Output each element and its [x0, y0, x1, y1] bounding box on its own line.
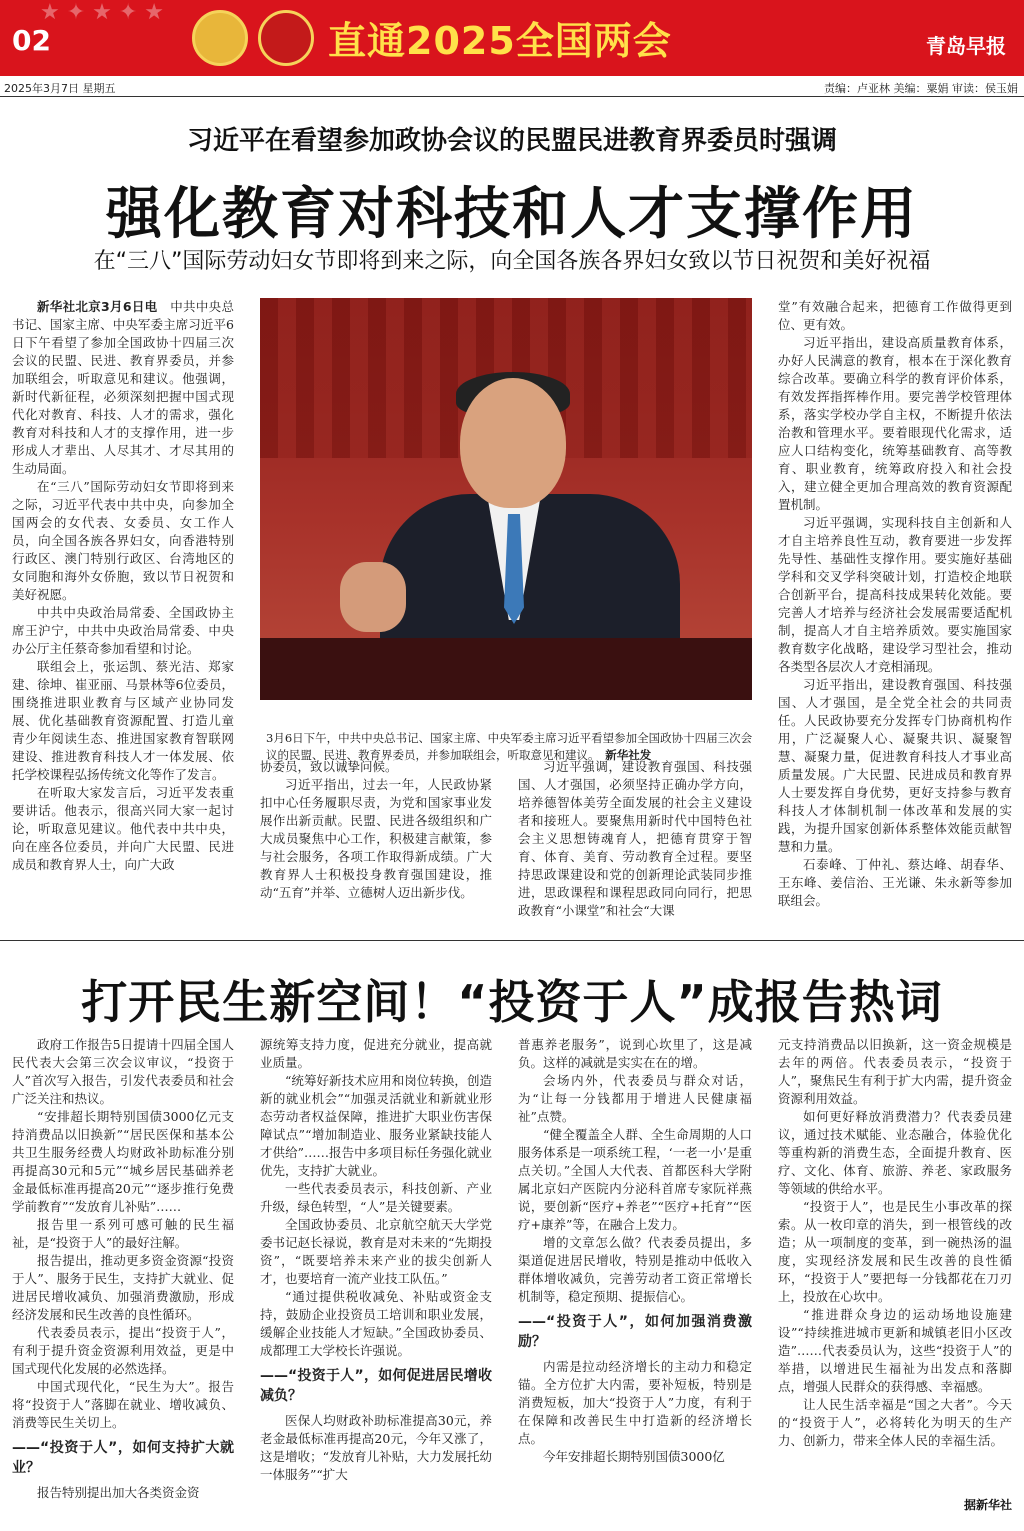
- banner-title: 直通2025全国两会: [328, 19, 672, 63]
- article1-column-1: [12, 298, 234, 918]
- paragraph: “安排超长期特别国债3000亿元支持消费品以旧换新”“居民医保和基本公共卫生服务经费人均财政补助标准分别再提高30元和5元”“城乡居民基础养老金最低标准再提高20元”“逐步推行免费学前教育”“发放育儿补贴”……: [12, 1109, 234, 1214]
- paragraph: 协委员，致以诚挚问候。: [260, 759, 398, 774]
- paragraph: 一些代表委员表示，科技创新、产业升级，绿色转型，“人”是关键要素。: [260, 1181, 492, 1214]
- paragraph: 全国政协委员、北京航空航天大学党委书记赵长禄说，教育是对未来的“先期投资”，“既要培养未来产业的拔尖创新人才，也要培育一流产业技工队伍。”: [260, 1217, 492, 1286]
- paragraph: 增的文章怎么做？代表委员提出，多渠道促进居民增收，特别是推动中低收入群体增收减负，完善劳动者工资正常增长机制等，稳定预期、提振信心。: [518, 1235, 752, 1304]
- paragraph: 石泰峰、丁仲礼、蔡达峰、胡春华、王东峰、姜信治、王光谦、朱永新等参加联组会。: [778, 857, 1012, 908]
- caption-text: 3月6日下午，中共中央总书记、国家主席、中央军委主席习近平看望参加全国政协十四届三次会议的民盟、民进、教育界委员，并参加联组会，听取意见和建议。: [266, 731, 753, 762]
- paragraph: 今年安排超长期特别国债3000亿: [543, 1449, 725, 1464]
- issue-date: 2025年3月7日 星期五: [4, 82, 116, 95]
- header-divider: [0, 96, 1024, 97]
- paragraph: 习近平强调，实现科技自主创新和人才自主培养良性互动，教育要进一步发挥先导性、基础性支撑作用。要实施好基础学科和交叉学科突破计划，打造校企地联合创新平台，提高科技成果转化效能。要完善人才培养与经济社会发展需要适配机制，提高人才自主培养质效。要实施国家教育数字化战略，建设学习型社会，推动各类型各层次人才竞相涌现。: [778, 515, 1012, 674]
- article2-column-1: [12, 1036, 234, 1516]
- paragraph: 元支持消费品以旧换新，这一资金规模是去年的两倍。代表委员表示，“投资于人”，聚焦民生有利于扩大内需，提升资金资源利用效益。: [778, 1037, 1012, 1106]
- paragraph: 普惠养老服务”，说到心坎里了，这是减负。这样的减就是实实在在的增。: [518, 1037, 752, 1070]
- paragraph: 政府工作报告5日提请十四届全国人民代表大会第三次会议审议，“投资于人”首次写入报告，引发代表委员和社会广泛关注和热议。: [12, 1037, 234, 1106]
- paragraph: 中国式现代化，“民生为大”。报告将“投资于人”落脚在就业、增收减负、消费等民生关切上。: [12, 1379, 234, 1430]
- section-divider: [0, 940, 1024, 941]
- newspaper-logo: 青岛早报: [926, 34, 1006, 58]
- source-credit: 据新华社: [963, 1498, 1012, 1512]
- paragraph: 医保人均财政补助标准提高30元，养老金最低标准再提高20元，今年又涨了，这是增收；“发放育儿补贴，大力发展托幼一体服务”“扩大: [260, 1413, 492, 1482]
- article1-subhead: 在“三八”国际劳动妇女节即将到来之际，向全国各族各界妇女致以节日祝贺和美好祝福: [93, 249, 931, 274]
- article1-kicker: 习近平在看望参加政协会议的民盟民进教育界委员时强调: [186, 126, 837, 156]
- paragraph: “投资于人”，也是民生小事改革的探索。从一枚印章的消失，到一根管线的改造；从一项制度的变革，到一碗热汤的温度，实现经济发展和民生改善的良性循环，“投资于人”要把每一分钱都花在刀刃上，投放在心坎中。: [778, 1199, 1012, 1304]
- article2-column-4: [778, 1036, 1012, 1492]
- paragraph: 堂”有效融合起来，把德育工作做得更到位、更有效。: [778, 299, 1012, 332]
- paragraph: “健全覆盖全人群、全生命周期的人口服务体系是一项系统工程，‘一老一小’是重点关切。”全国人大代表、首都医科大学附属北京妇产医院内分泌科首席专家阮祥燕说，要创新“医疗+养老”“医疗+托育”“医疗+康养”等，在融合上发力。: [518, 1127, 752, 1232]
- caption-credit: 新华社发: [605, 748, 652, 762]
- paragraph: 中共中央总书记、国家主席、中央军委主席习近平6日下午看望了参加全国政协十四届三次会议的民盟、民进、教育界委员，并参加联组会，听取意见和建议。他强调，新时代新征程，必须深刻把握中国式现代化对教育、科技、人才的需求，强化教育对科技和人才的支撑作用，进一步形成人才辈出、人尽其才、才尽其用的生动局面。: [12, 299, 234, 476]
- paragraph: 习近平指出，过去一年，人民政协紧扣中心任务履职尽责，为党和国家事业发展作出新贡献。民盟、民进各级组织和广大成员聚焦中心工作，积极建言献策，参与社会服务，各项工作取得新成绩。广大教育界人士积极投身教育强国建设，推动“五育”并举、立德树人迈出新步伐。: [260, 777, 492, 900]
- masthead-banner: [0, 0, 1024, 76]
- paragraph: 习近平指出，建设高质量教育体系，办好人民满意的教育，根本在于深化教育综合改革。要确立科学的教育评价体系，有效发挥指挥棒作用。要完善学校管理体系，落实学校办学自主权，不断提升依法治教和管理水平。要着眼现代化需求，适应人口结构变化，统筹基础教育、高等教育、职业教育，统筹政府投入和社会投入，建立健全更加合理高效的教育资源配置机制。: [778, 335, 1012, 512]
- article1-column-4: [778, 298, 1012, 918]
- paragraph: 代表委员表示，提出“投资于人”，有利于提升资金资源利用效益，更是中国式现代化发展的必然选择。: [12, 1325, 234, 1376]
- dateline: 新华社北京3月6日电: [37, 299, 158, 314]
- news-photo: [260, 298, 752, 700]
- paragraph: 联组会上，张运凯、蔡光洁、郑家建、徐坤、崔亚丽、马景林等6位委员，围绕推进职业教育与区域产业协同发展、优化基础教育资源配置、打造儿童青少年阅读生态、推进国家教育智联网建设、推进教育科技人才一体发展、依托学校课程弘扬传统文化等作了发言。: [12, 659, 234, 782]
- paragraph: 如何更好释放消费潜力？代表委员建议，通过技术赋能、业态融合，体验优化等重构新的消费生态，全面提升教育、医疗、文化、体育、旅游、养老、家政服务等领域的供给水平。: [778, 1109, 1012, 1196]
- paragraph: 在听取大家发言后，习近平发表重要讲话。他表示，很高兴同大家一起讨论，听取意见建议。他代表中共中央，向在座各位委员，并向广大民盟、民进成员和教育界人士，向广大政: [12, 785, 234, 872]
- article1-column-2: [260, 758, 492, 918]
- paragraph: 内需是拉动经济增长的主动力和稳定锚。全方位扩大内需，要补短板，特别是消费短板，加大“投资于人”力度，有利于在保障和改善民生中打造新的经济增长点。: [518, 1359, 752, 1446]
- paragraph: “通过提供税收减免、补贴或资金支持，鼓励企业投资员工培训和职业发展，缓解企业技能人才短缺。”全国政协委员、成都理工大学校长许强说。: [260, 1289, 492, 1358]
- paragraph: 源统筹支持力度，促进充分就业，提高就业质量。: [260, 1037, 492, 1070]
- article1-column-3: [518, 758, 752, 918]
- subheading: ——“投资于人”，如何加强消费激励？: [518, 1314, 752, 1350]
- paragraph: “推进群众身边的运动场地设施建设”“持续推进城市更新和城镇老旧小区改造”……代表委员认为，这些“投资于人”的举措，以增进民生福祉为出发点和落脚点，增强人民群众的获得感、幸福感。: [778, 1307, 1012, 1394]
- article2-column-3: [518, 1036, 752, 1516]
- paragraph: 报告里一系列可感可触的民生福祉，是“投资于人”的最好注解。: [12, 1217, 234, 1250]
- star-pattern-icon: ★ ✦ ★ ✦ ★: [40, 0, 165, 25]
- subheading: ——“投资于人”，如何支持扩大就业？: [12, 1440, 234, 1476]
- paragraph: 报告特别提出加大各类资金资: [37, 1485, 200, 1500]
- paragraph: 中共中央政治局常委、全国政协主席王沪宁，中共中央政治局常委、中央办公厅主任蔡奇参加看望和讨论。: [12, 605, 234, 656]
- article1-headline: 强化教育对科技和人才支撑作用: [106, 182, 918, 247]
- paragraph: 习近平强调，建设教育强国、科技强国、人才强国，必须坚持正确办学方向，培养德智体美劳全面发展的社会主义建设者和接班人。要聚焦用新时代中国特色社会主义思想铸魂育人，把德育贯穿于智育、体育、美育、劳动教育全过程。要坚持思政课建设和党的创新理论武装同步推进，思政课程和课程思政同向同行，把思政教育“小课堂”和社会“大课: [518, 759, 752, 918]
- cppcc-emblem-icon: [258, 10, 314, 66]
- paragraph: 在“三八”国际劳动妇女节即将到来之际，习近平代表中共中央，向参加全国两会的女代表、女委员、女工作人员，向全国各族各界妇女，向香港特别行政区、澳门特别行政区、台湾地区的女同胞和海外女侨胞，致以节日祝贺和美好祝愿。: [12, 479, 234, 602]
- page-number: 02: [12, 24, 51, 57]
- paragraph: 让人民生活幸福是“国之大者”。今天的“投资于人”，必将转化为明天的生产力、创新力，带来全体人民的幸福生活。: [778, 1397, 1012, 1448]
- paragraph: 会场内外，代表委员与群众对话，为“让每一分钱都用于增进人民健康福祉”点赞。: [518, 1073, 752, 1124]
- subheading: ——“投资于人”，如何促进居民增收减负？: [260, 1368, 492, 1404]
- national-emblem-icon: [192, 10, 248, 66]
- article2-headline: 打开民生新空间！“投资于人”成报告热词: [81, 975, 943, 1029]
- paragraph: 习近平指出，建设教育强国、科技强国、人才强国，是全党全社会的共同责任。人民政协要充分发挥专门协商机构作用，广泛凝聚人心、凝聚共识、凝聚智慧、凝聚力量，促进教育科技人才事业高质量发展。广大民盟、民进成员和教育界人士要发挥自身优势，更好支持参与教育科技人才体制机制一体改革和发展的实践，为提升国家创新体系整体效能贡献智慧和力量。: [778, 677, 1012, 854]
- paragraph: 报告提出，推动更多资金资源“投资于人”、服务于民生，支持扩大就业、促进居民增收减负、加强消费激励，形成经济发展和民生改善的良性循环。: [12, 1253, 234, 1322]
- editor-credits: 责编：卢亚林 美编：粟娟 审读：侯玉娟: [824, 82, 1018, 95]
- paragraph: “统筹好新技术应用和岗位转换，创造新的就业机会”“加强灵活就业和新就业形态劳动者权益保障，推进扩大职业伤害保障试点”“增加制造业、服务业紧缺技能人才供给”……报告中多项目标任务强化就业优先，支持扩大就业。: [260, 1073, 492, 1178]
- article2-column-2: [260, 1036, 492, 1516]
